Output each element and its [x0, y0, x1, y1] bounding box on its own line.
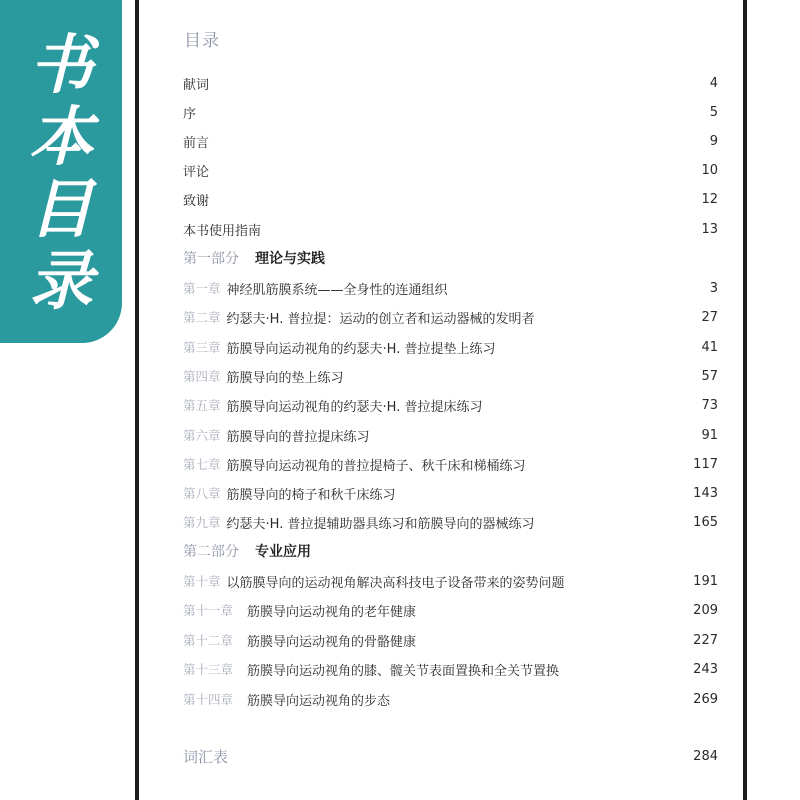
- chapter-entry: [183, 424, 718, 446]
- chapter-entry: [183, 365, 718, 387]
- part-title: 专业应用: [255, 544, 311, 560]
- chapter-entry: [183, 629, 718, 651]
- glossary-entry: [183, 745, 718, 767]
- chapter-number: 第十三章: [183, 662, 234, 677]
- toc-entry: [183, 159, 718, 181]
- chapter-number: 第三章: [183, 340, 221, 355]
- entry-page: 10: [701, 162, 718, 178]
- chapter-page: 57: [701, 368, 718, 384]
- chapter-title: 以筋膜导向的运动视角解决高科技电子设备带来的姿势问题: [226, 575, 565, 591]
- chapter-number: 第二章: [183, 310, 221, 325]
- part-title: 理论与实践: [255, 251, 325, 267]
- chapter-title: 约瑟夫·H. 普拉提辅助器具练习和筋膜导向的器械练习: [226, 516, 535, 532]
- entry-page: 12: [701, 191, 718, 207]
- banner-char: 目: [29, 171, 93, 247]
- chapter-page: 41: [701, 339, 718, 355]
- chapter-entry: [183, 394, 718, 416]
- chapter-page: 143: [693, 485, 718, 501]
- chapter-title: 筋膜导向运动视角的普拉提椅子、秋千床和梯桶练习: [226, 458, 526, 474]
- chapter-number: 第一章: [183, 281, 221, 296]
- chapter-number: 第十二章: [183, 633, 234, 648]
- chapter-page: 243: [693, 661, 718, 677]
- chapter-number: 第十一章: [183, 603, 234, 618]
- chapter-title: 筋膜导向的椅子和秋千床练习: [226, 487, 396, 503]
- entry-page: 13: [701, 221, 718, 237]
- glossary-title: 词汇表: [183, 747, 229, 766]
- part-heading: [183, 247, 718, 269]
- chapter-entry: [183, 306, 718, 328]
- chapter-page: 209: [693, 602, 718, 618]
- entry-page: 4: [709, 75, 718, 91]
- banner-char: 本: [29, 99, 93, 175]
- chapter-entry: [183, 511, 718, 533]
- chapter-title: 筋膜导向的普拉提床练习: [226, 429, 370, 445]
- toc-entry: [183, 188, 718, 210]
- chapter-entry: [183, 599, 718, 621]
- chapter-entry: [183, 482, 718, 504]
- chapter-title: 筋膜导向的垫上练习: [226, 370, 344, 386]
- entry-title: 序: [183, 106, 197, 122]
- chapter-number: 第八章: [183, 486, 221, 501]
- glossary-page: 284: [693, 748, 718, 764]
- toc-entry: [183, 101, 718, 123]
- entry-page: 9: [709, 133, 718, 149]
- entry-title: 致谢: [183, 193, 210, 209]
- chapter-page: 269: [693, 691, 718, 707]
- entry-page: 5: [709, 104, 718, 120]
- chapter-entry: [183, 336, 718, 358]
- toc-entry: [183, 218, 718, 240]
- chapter-number: 第十四章: [183, 692, 234, 707]
- chapter-number: 第十章: [183, 574, 221, 589]
- toc-title: 目录: [184, 31, 220, 51]
- chapter-page: 91: [701, 427, 718, 443]
- chapter-page: 191: [693, 573, 718, 589]
- chapter-entry: [183, 658, 718, 680]
- toc-entry: [183, 130, 718, 152]
- chapter-number: 第四章: [183, 369, 221, 384]
- chapter-title: 筋膜导向运动视角的骨骼健康: [247, 634, 417, 650]
- chapter-title: 筋膜导向运动视角的约瑟夫·H. 普拉提床练习: [226, 399, 483, 415]
- entry-title: 评论: [183, 164, 210, 180]
- entry-title: 前言: [183, 135, 210, 151]
- chapter-entry: [183, 688, 718, 710]
- chapter-title: 筋膜导向运动视角的约瑟夫·H. 普拉提垫上练习: [226, 341, 496, 357]
- part-heading: [183, 540, 718, 562]
- chapter-entry: [183, 453, 718, 475]
- entry-title: 本书使用指南: [183, 223, 262, 239]
- banner-char: 录: [29, 243, 93, 319]
- chapter-page: 3: [709, 280, 718, 296]
- chapter-page: 73: [701, 397, 718, 413]
- chapter-number: 第五章: [183, 398, 221, 413]
- banner-char: 书: [29, 27, 93, 103]
- entry-title: 献词: [183, 77, 210, 93]
- chapter-number: 第七章: [183, 457, 221, 472]
- toc-banner: [0, 0, 122, 343]
- chapter-title: 神经肌筋膜系统——全身性的连通组织: [226, 282, 448, 298]
- chapter-title: 约瑟夫·H. 普拉提：运动的创立者和运动器械的发明者: [226, 311, 535, 327]
- part-label: 第二部分: [183, 544, 239, 560]
- chapter-number: 第六章: [183, 428, 221, 443]
- chapter-entry: [183, 570, 718, 592]
- toc-entry: [183, 72, 718, 94]
- chapter-page: 117: [693, 456, 718, 472]
- chapter-entry: [183, 277, 718, 299]
- chapter-page: 227: [693, 632, 718, 648]
- chapter-page: 165: [693, 514, 718, 530]
- chapter-number: 第九章: [183, 515, 221, 530]
- part-label: 第一部分: [183, 251, 239, 267]
- chapter-title: 筋膜导向运动视角的老年健康: [247, 604, 417, 620]
- chapter-title: 筋膜导向运动视角的步态: [247, 693, 391, 709]
- chapter-page: 27: [701, 309, 718, 325]
- chapter-title: 筋膜导向运动视角的膝、髋关节表面置换和全关节置换: [247, 663, 560, 679]
